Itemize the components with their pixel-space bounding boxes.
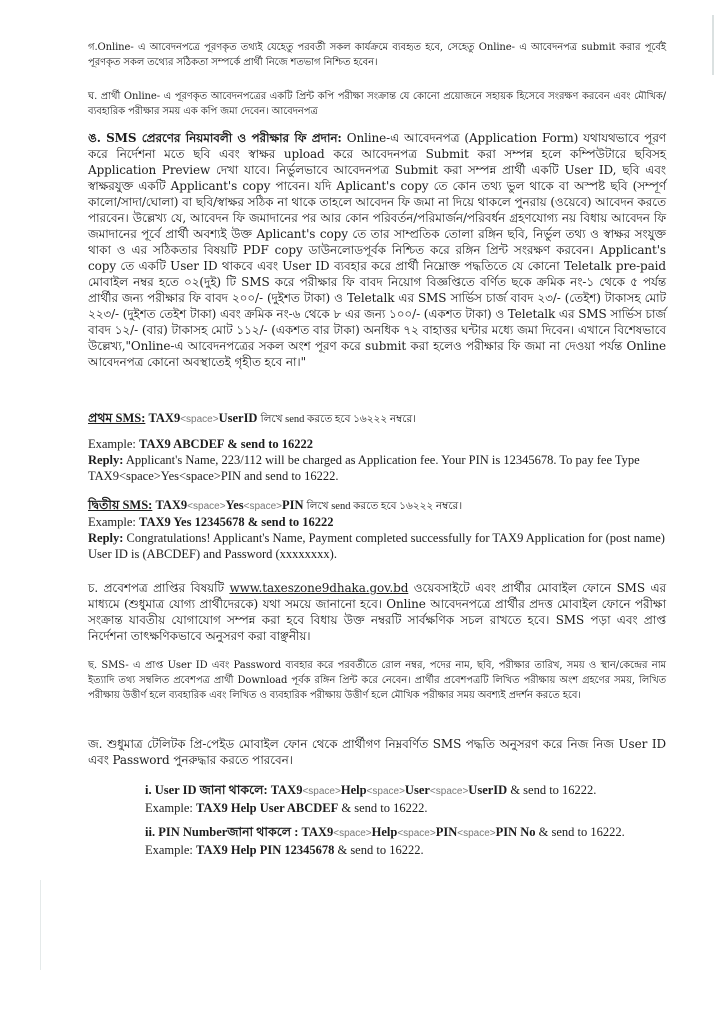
sms1-instruction: প্রথম SMS: TAX9<space>UserID লিখে send করতে হবে ১৬২২২ নম্বরে। bbox=[88, 411, 417, 425]
paragraph-chha: ছ. SMS- এ প্রাপ্ত User ID এবং Password ব্যবহার করে পরবর্তীতে রোল নম্বর, পদের নাম, ছবি, পরীক্ষার তারিখ, সময় ও স্থান/কেন্দ্রের নাম ইত্যাদি তথ্য সম্বলিত প্রবেশপত্র প্রার্থী Download পূর্বক রঙ্গিন প্রিন্ট করে নেবেন। প্রার্থীর প্রবেশপত্রটি লিখিত পরীক্ষায় অংশ গ্রহণের সময়, লিখিত পরীক্ষায় উত্তীর্ণ হলে ব্যবহারিক এবং লিখিত ও ব্যবহারিক পরীক্ষায় উত্তীর্ণ হলে মৌখিক পরীক্ষার সময় অবশ্যই প্রদর্শন করতে হবে। bbox=[88, 660, 666, 701]
paragraph-gha: ঘ. প্রার্থী Online- এ পূরণকৃত আবেদনপত্রের একটি প্রিন্ট কপি পরীক্ষা সংক্রান্ত যে কোনো প্রয়োজনে সহায়ক হিসেবে সংরক্ষণ করবেন এবং মৌখিক/ব্যবহারিক পরীক্ষার সময় এক কপি জমা দেবেন। আবেদনপত্র bbox=[88, 91, 666, 117]
scan-edge-mark bbox=[40, 880, 41, 970]
sms2-instruction: দ্বিতীয় SMS: TAX9<space>Yes<space>PIN লিখে send করতে হবে ১৬২২২ নম্বরে। bbox=[88, 498, 463, 512]
help-userid: i. User ID জানা থাকলে: TAX9<space>Help<space>User<space>UserID & send to 16222. Example: TAX9 Help User ABCDEF & send to 16222. bbox=[145, 783, 597, 815]
sms2-example: Example: TAX9 Yes 12345678 & send to 16222 Reply: Congratulations! Applicant's Name, Payment completed successfully for TAX9 Application for (post name) User ID is (ABCDEF) and Password (xxxxxxxx). bbox=[88, 515, 665, 561]
paragraph-uo-body: Online-এ আবেদনপত্র (Application Form) যথাযথভাবে পূরণ করে নির্দেশনা মতে ছবি এবং স্বাক্ষর upload করে আবেদনপত্র Submit করা সম্পন্ন হলে কম্পিউটারে ছবিসহ Application Preview দেখা যাবে। নির্ভুলভাবে আবেদনপত্র Submit করা সম্পন্ন প্রার্থী একটি User ID, ছবি এবং স্বাক্ষরযুক্ত একটি Applicant's copy পাবেন। যদি Aplicant's copy তে কোন তথ্য ভুল থাকে বা অস্পষ্ট ছবি (সম্পূর্ণ কালো/সাদা/ঘোলা) বা ছবি/স্বাক্ষর সঠিক না থাকে তাহলে আবেদন ফি জমা না দিয়ে থাকলে পুনরায় (ওয়েবে) আবেদন করতে পারবেন। উল্লেখ্য যে, আবেদন ফি জমাদানের পর আর কোন পরিবর্তন/পরিমার্জন/পরিবর্ধন গ্রহণযোগ্য নয় বিধায় আবেদন ফি জমাদানের পূর্বে প্রার্থী অবশ্যই উক্ত Aplicant's copy তে তার সাম্প্রতিক তোলা রঙ্গিন ছবি, নির্ভুল তথ্য ও স্বাক্ষর সংযুক্ত থাকা ও এর সঠিকতার বিষয়টি PDF copy ডাউনলোডপূর্বক নিশ্চিত করে রঙ্গিন প্রিন্ট সংরক্ষণ করবেন। Applicant's copy তে একটি User ID থাকবে এবং User ID ব্যবহার করে প্রার্থী নিম্নোক্ত পদ্ধতিতে যে কোনো Teletalk pre-paid মোবাইল নম্বর হতে ০২(দুই) টি SMS করে পরীক্ষার ফি বাবদ নিয়োগ বিজ্ঞপ্তিতে বর্ণিত ছকে ক্রমিক নং-১ থেকে ৫ পর্যন্ত প্রার্থীর জন্য পরীক্ষার ফি বাবদ ২০০/- (দুইশত টাকা) ও Teletalk এর SMS সার্ভিস চার্জ বাবদ ২৩/- (তেইশ) টাকাসহ মোট ২২৩/- (দুইশত তেইশ টাকা) এবং ক্রমিক নং-৬ থেকে ৮ এর জন্য ১০০/- (একশত টাকা) ও Teletalk এর SMS সার্ভিস চার্জ বাবদ ১২/- (বার) টাকাসহ মোট ১১২/- (একশত বার টাকা) অনধিক ৭২ বাহাত্তর ঘন্টার মধ্যে জমা দিবেন। এখানে বিশেষভাবে উল্লেখ্য,"Online-এ আবেদনপত্রের সকল অংশ পূরণ করে submit করা হলেও পরীক্ষার ফি জমা না দেওয়া পর্যন্ত Online আবেদনপত্র কোনো অবস্থাতেই গৃহীত হবে না।" bbox=[88, 131, 666, 369]
help-pin: ii. PIN Numberজানা থাকলে : TAX9<space>Help<space>PIN<space>PIN No & send to 16222. Example: TAX9 Help PIN 12345678 & send to 16222. bbox=[145, 825, 625, 857]
scan-edge-mark bbox=[712, 15, 714, 75]
paragraph-ga: গ.Online- এ আবেদনপত্রে পূরণকৃত তথ্যই যেহেতু পরবর্তী সকল কার্যক্রমে ব্যবহৃত হবে, সেহেতু Online- এ আবেদনপত্র submit করার পূর্বেই পূরণকৃত সকল তথ্যের সঠিকতা সম্পর্কে প্রার্থী নিজে শতভাগ নিশ্চিত হবেন। bbox=[88, 42, 666, 68]
paragraph-cha: চ. প্রবেশপত্র প্রাপ্তির বিষয়টি www.taxeszone9dhaka.gov.bd ওয়েবসাইটে এবং প্রার্থীর মোবাইল ফোনে SMS এর মাধ্যমে (শুধুমাত্র যোগ্য প্রার্থীদেরকে) যথা সময়ে জানানো হবে। Online আবেদনপত্রে প্রার্থীর প্রদত্ত মোবাইল ফোনে পরীক্ষা সংক্রান্ত যাবতীয় যোগাযোগ সম্পন্ন করা হবে বিধায় উক্ত নম্বরটি সার্বক্ষণিক সচল রাখতে হবে। SMS পড়া এবং প্রাপ্ত নির্দেশনা তাৎক্ষণিকভাবে অনুসরণ করা বাঞ্ছনীয়। bbox=[88, 581, 667, 643]
paragraph-uo bbox=[88, 130, 666, 370]
paragraph-uo-title: ঙ. SMS প্রেরণের নিয়মাবলী ও পরীক্ষার ফি প্রদান: bbox=[88, 131, 342, 145]
paragraph-ja: জ. শুধুমাত্র টেলিটক প্রি-পেইড মোবাইল ফোন থেকে প্রার্থীগণ নিম্নবর্ণিত SMS পদ্ধতি অনুসরণ করে নিজ নিজ User ID এবং Password পুনরুদ্ধার করতে পারবেন। bbox=[88, 737, 666, 767]
sms1-example: Example: TAX9 ABCDEF & send to 16222 Reply: Applicant's Name, 223/112 will be charged as Application fee. Your PIN is 12345678. To pay fee Type TAX9<space>Yes<space>PIN and send to 16222. bbox=[88, 437, 640, 483]
website-link[interactable]: www.taxeszone9dhaka.gov.bd bbox=[229, 581, 409, 595]
